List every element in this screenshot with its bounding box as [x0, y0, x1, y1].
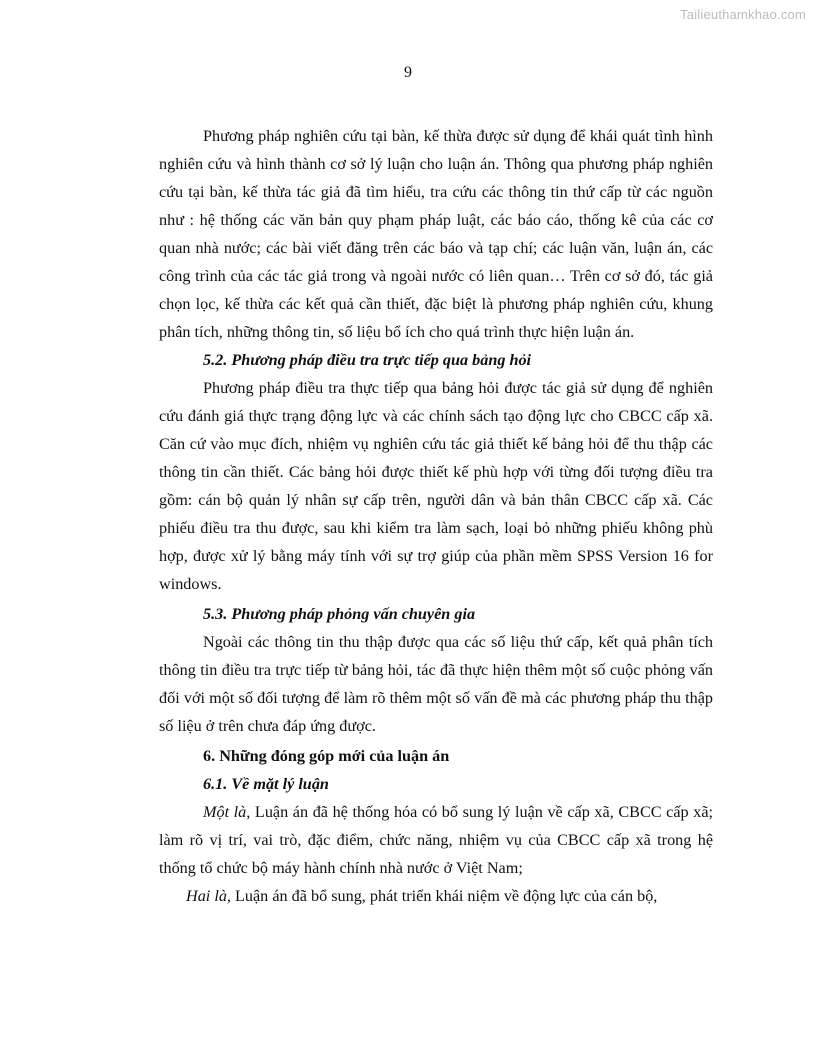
lead-phrase-second: Hai là, — [186, 887, 231, 905]
watermark: Tailieuthamkhao.com — [680, 7, 806, 22]
paragraph-second-contribution — [159, 882, 713, 910]
heading-5-2: 5.2. Phương pháp điều tra trực tiếp qua bảng hỏi — [203, 351, 532, 369]
paragraph-desk-research: Phương pháp nghiên cứu tại bàn, kế thừa được sử dụng để khái quát tình hình nghiên cứu và hình thành cơ sở lý luận cho luận án. Thông qua phương pháp nghiên cứu tại bàn, kế thừa tác giả đã tìm hiểu, tra cứu các thông tin thứ cấp từ các nguồn như : hệ thống các văn bản quy phạm pháp luật, các báo cáo, thống kê của các cơ quan nhà nước; các bài viết đăng trên các báo và tạp chí; các luận văn, luận án, các công trình của các tác giả trong và ngoài nước có liên quan… Trên cơ sở đó, tác giả chọn lọc, kế thừa các kết quả cần thiết, đặc biệt là phương pháp nghiên cứu, khung phân tích, những thông tin, số liệu bổ ích cho quá trình thực hiện luận án. — [159, 127, 713, 341]
heading-5-3: 5.3. Phương pháp phỏng vấn chuyên gia — [203, 605, 476, 623]
document-body — [159, 122, 713, 910]
paragraph-first-text: Luận án đã hệ thống hóa có bổ sung lý luận về cấp xã, CBCC cấp xã; làm rõ vị trí, vai trò, đặc điểm, chức năng, nhiệm vụ của CBCC cấp xã trong hệ thống tổ chức bộ máy hành chính nhà nước ở Việt Nam; — [159, 803, 714, 877]
paragraph-survey: Phương pháp điều tra thực tiếp qua bảng hỏi được tác giả sử dụng để nghiên cứu đánh giá thực trạng động lực và các chính sách tạo động lực cho CBCC cấp xã. Căn cứ vào mục đích, nhiệm vụ nghiên cứu tác giả thiết kế bảng hỏi để thu thập các thông tin cần thiết. Các bảng hỏi được thiết kế phù hợp với từng đối tượng điều tra gồm: cán bộ quản lý nhân sự cấp trên, người dân và bản thân CBCC cấp xã. Các phiếu điều tra thu được, sau khi kiểm tra làm sạch, loại bỏ những phiếu không phù hợp, được xử lý bằng máy tính với sự trợ giúp của phần mềm SPSS Version 16 for windows. — [159, 379, 713, 593]
lead-phrase-first: Một là, — [203, 803, 251, 821]
paragraph-interview: Ngoài các thông tin thu thập được qua các số liệu thứ cấp, kết quả phân tích thông tin điều tra trực tiếp từ bảng hỏi, tác đã thực hiện thêm một số cuộc phỏng vấn đối với một số đối tượng để làm rõ thêm một số vấn đề mà các phương pháp thu thập số liệu ở trên chưa đáp ứng được. — [159, 633, 713, 735]
paragraph-first-contribution — [159, 798, 713, 882]
heading-6: 6. Những đóng góp mới của luận án — [203, 747, 450, 765]
heading-6-1: 6.1. Về mặt lý luận — [203, 775, 329, 793]
page-number: 9 — [404, 64, 412, 81]
paragraph-second-text: Luận án đã bổ sung, phát triển khái niệm về động lực của cán bộ, — [230, 887, 658, 905]
